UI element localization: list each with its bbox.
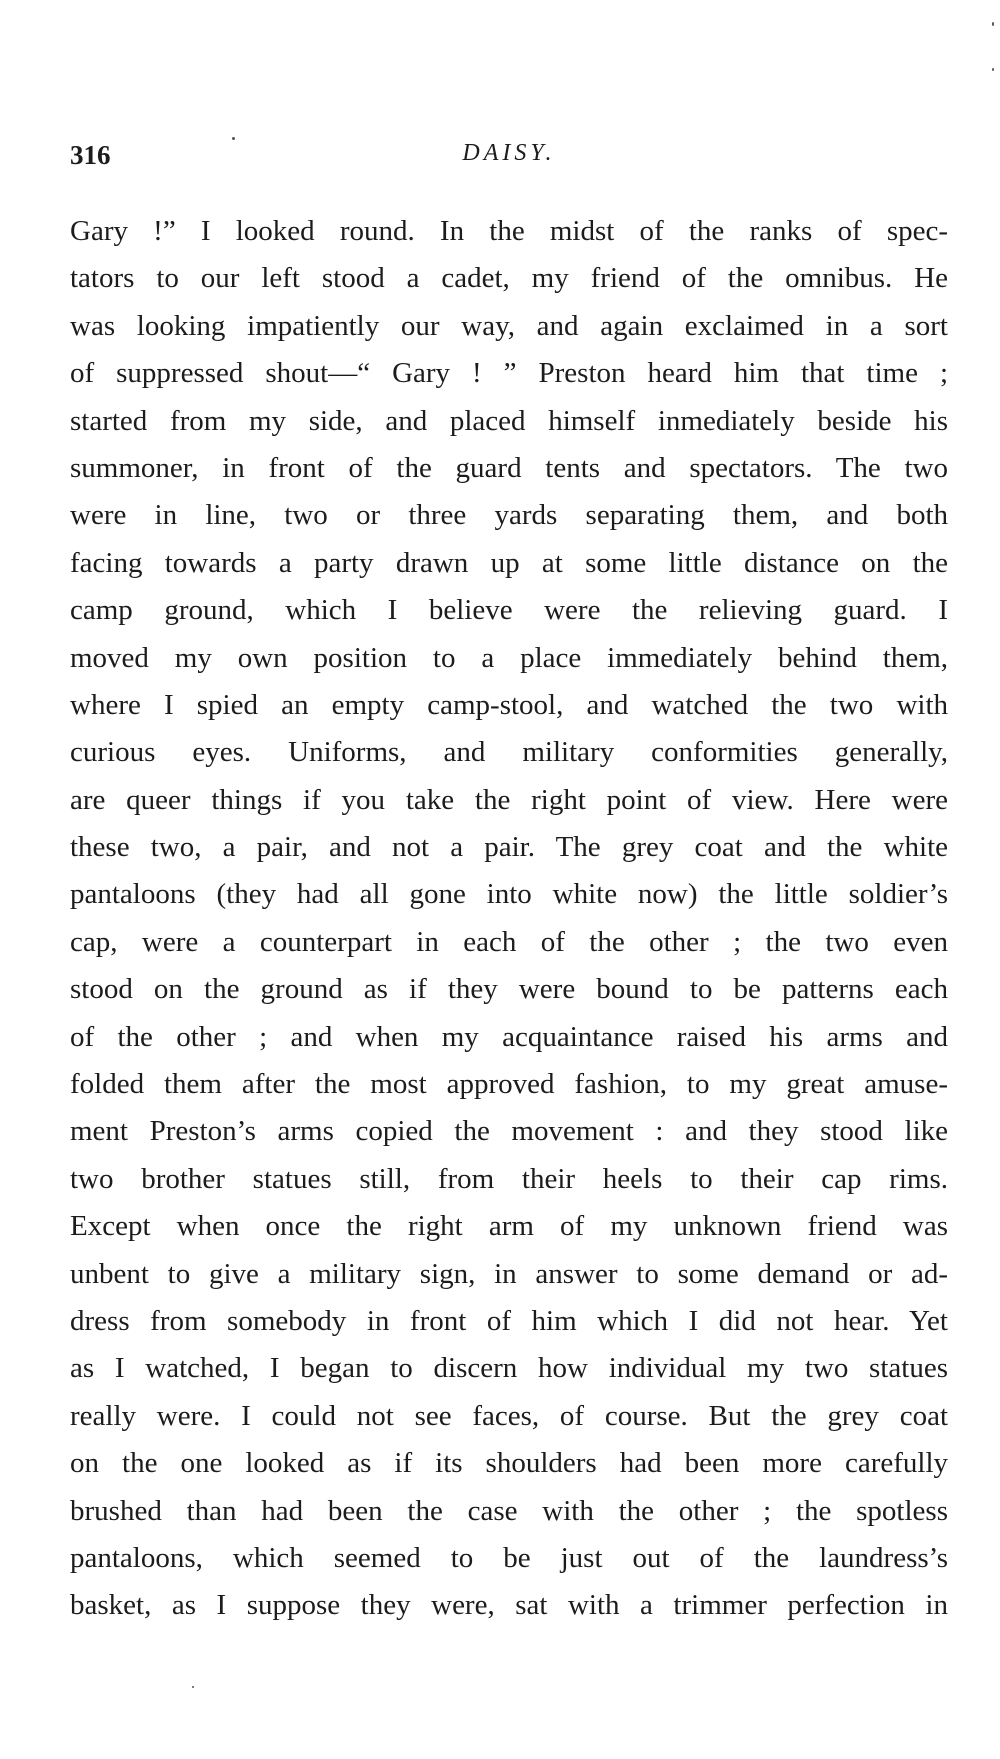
print-speck bbox=[192, 1686, 194, 1688]
text-line: summoner, in front of the guard tents and spectators. The two bbox=[70, 451, 948, 484]
text-line: unbent to give a military sign, in answer to some demand or ad- bbox=[70, 1257, 948, 1290]
text-line: ment Preston’s arms copied the movement : and they stood like bbox=[70, 1115, 948, 1148]
text-line: cap, were a counterpart in each of the other ; the two even bbox=[70, 925, 948, 958]
text-line: basket, as I suppose they were, sat with a trimmer perfection in bbox=[70, 1589, 948, 1622]
body-text bbox=[70, 208, 948, 1630]
text-line: of suppressed shout—“ Gary ! ” Preston heard him that time ; bbox=[70, 357, 948, 390]
text-line: as I watched, I began to discern how individual my two statues bbox=[70, 1352, 948, 1385]
page-number: 316 bbox=[70, 140, 111, 170]
text-line: Except when once the right arm of my unknown friend was bbox=[70, 1210, 948, 1243]
print-speck bbox=[992, 22, 994, 26]
text-line: brushed than had been the case with the other ; the spotless bbox=[70, 1494, 948, 1527]
text-line: was looking impatiently our way, and again exclaimed in a sort bbox=[70, 309, 948, 342]
text-line: of the other ; and when my acquaintance raised his arms and bbox=[70, 1020, 948, 1053]
text-line: curious eyes. Uniforms, and military conformities generally, bbox=[70, 736, 948, 769]
text-line: folded them after the most approved fashion, to my great amuse- bbox=[70, 1068, 948, 1101]
text-line: really were. I could not see faces, of course. But the grey coat bbox=[70, 1399, 948, 1432]
print-speck bbox=[232, 137, 235, 140]
page-header bbox=[70, 140, 948, 176]
text-line: pantaloons (they had all gone into white now) the little soldier’s bbox=[70, 878, 948, 911]
text-line: these two, a pair, and not a pair. The grey coat and the white bbox=[70, 831, 948, 864]
text-line: where I spied an empty camp-stool, and watched the two with bbox=[70, 688, 948, 721]
text-line: on the one looked as if its shoulders had been more carefully bbox=[70, 1447, 948, 1480]
text-line: camp ground, which I believe were the relieving guard. I bbox=[70, 594, 948, 627]
text-line: Gary !” I looked round. In the midst of the ranks of spec- bbox=[70, 215, 948, 247]
running-title: DAISY. bbox=[462, 140, 556, 166]
text-line: started from my side, and placed himself inmediately beside his bbox=[70, 404, 948, 437]
text-line: tators to our left stood a cadet, my friend of the omnibus. He bbox=[70, 262, 948, 295]
text-line: are queer things if you take the right point of view. Here were bbox=[70, 783, 948, 816]
text-line: moved my own position to a place immediately behind them, bbox=[70, 641, 948, 674]
text-line: were in line, two or three yards separating them, and both bbox=[70, 499, 948, 532]
text-line: stood on the ground as if they were bound to be patterns each bbox=[70, 973, 948, 1006]
text-line: facing towards a party drawn up at some little distance on the bbox=[70, 546, 948, 579]
text-line: pantaloons, which seemed to be just out of the laundress’s bbox=[70, 1541, 948, 1574]
text-line: dress from somebody in front of him which I did not hear. Yet bbox=[70, 1304, 948, 1337]
text-line: two brother statues still, from their heels to their cap rims. bbox=[70, 1162, 948, 1195]
print-speck bbox=[992, 68, 994, 71]
